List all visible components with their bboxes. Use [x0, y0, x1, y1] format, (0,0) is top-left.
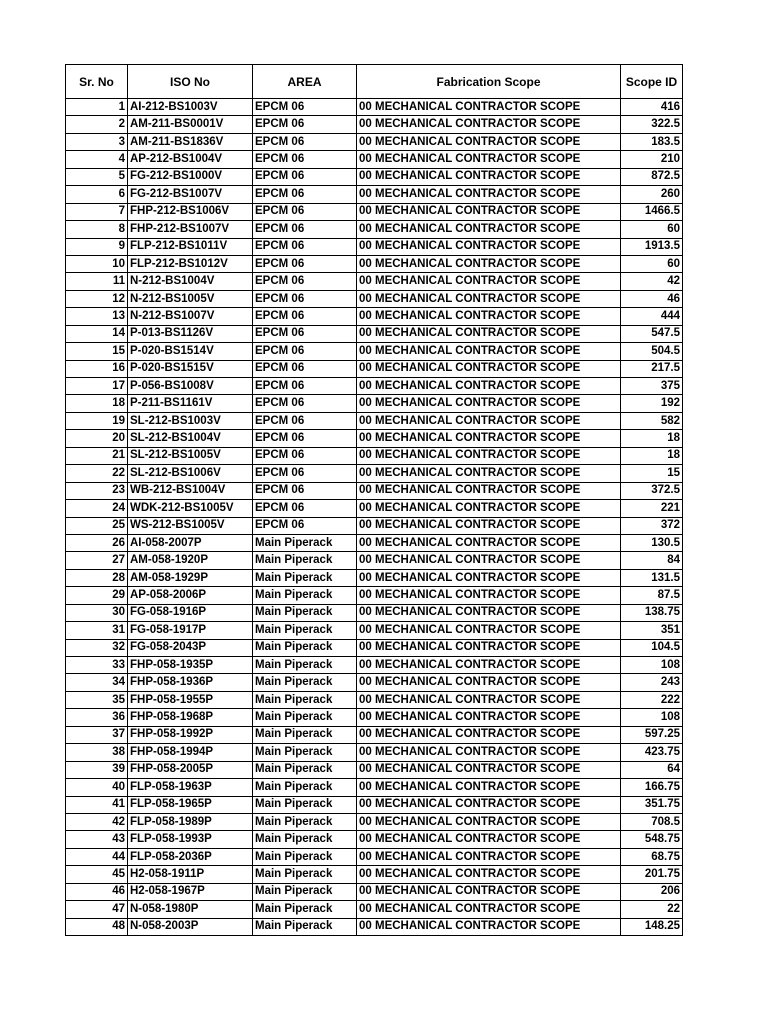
cell-sr-no: 24: [66, 500, 128, 517]
cell-sr-no: 47: [66, 901, 128, 918]
fabrication-scope-table: [65, 64, 683, 936]
cell-scope-id: 322.5: [621, 116, 683, 133]
table-row: [66, 918, 683, 935]
cell-area: Main Piperack: [253, 622, 357, 639]
cell-sr-no: 31: [66, 622, 128, 639]
cell-sr-no: 48: [66, 918, 128, 935]
cell-scope-id: 548.75: [621, 831, 683, 848]
cell-area: EPCM 06: [253, 238, 357, 255]
cell-area: Main Piperack: [253, 569, 357, 586]
cell-sr-no: 15: [66, 343, 128, 360]
cell-fabrication-scope: 00 MECHANICAL CONTRACTOR SCOPE: [357, 726, 621, 743]
cell-fabrication-scope: 00 MECHANICAL CONTRACTOR SCOPE: [357, 622, 621, 639]
cell-iso-no: FHP-058-1968P: [128, 709, 253, 726]
cell-sr-no: 22: [66, 465, 128, 482]
table-row: [66, 412, 683, 429]
cell-scope-id: 1466.5: [621, 203, 683, 220]
cell-fabrication-scope: 00 MECHANICAL CONTRACTOR SCOPE: [357, 395, 621, 412]
cell-fabrication-scope: 00 MECHANICAL CONTRACTOR SCOPE: [357, 133, 621, 150]
cell-sr-no: 30: [66, 604, 128, 621]
cell-scope-id: 192: [621, 395, 683, 412]
cell-area: Main Piperack: [253, 674, 357, 691]
cell-fabrication-scope: 00 MECHANICAL CONTRACTOR SCOPE: [357, 848, 621, 865]
cell-area: EPCM 06: [253, 203, 357, 220]
table-row: [66, 779, 683, 796]
cell-iso-no: N-058-1980P: [128, 901, 253, 918]
cell-iso-no: AM-211-BS0001V: [128, 116, 253, 133]
cell-fabrication-scope: 00 MECHANICAL CONTRACTOR SCOPE: [357, 99, 621, 116]
cell-iso-no: FG-212-BS1007V: [128, 186, 253, 203]
cell-scope-id: 351.75: [621, 796, 683, 813]
cell-iso-no: AI-058-2007P: [128, 534, 253, 551]
cell-fabrication-scope: 00 MECHANICAL CONTRACTOR SCOPE: [357, 186, 621, 203]
table-row: [66, 883, 683, 900]
cell-sr-no: 16: [66, 360, 128, 377]
cell-fabrication-scope: 00 MECHANICAL CONTRACTOR SCOPE: [357, 500, 621, 517]
cell-sr-no: 33: [66, 657, 128, 674]
cell-sr-no: 43: [66, 831, 128, 848]
cell-iso-no: AP-212-BS1004V: [128, 151, 253, 168]
cell-iso-no: P-056-BS1008V: [128, 378, 253, 395]
cell-area: Main Piperack: [253, 657, 357, 674]
cell-scope-id: 18: [621, 430, 683, 447]
header-row: [66, 65, 683, 99]
cell-scope-id: 166.75: [621, 779, 683, 796]
cell-scope-id: 60: [621, 221, 683, 238]
cell-scope-id: 68.75: [621, 848, 683, 865]
cell-scope-id: 22: [621, 901, 683, 918]
cell-area: Main Piperack: [253, 866, 357, 883]
cell-area: Main Piperack: [253, 831, 357, 848]
cell-fabrication-scope: 00 MECHANICAL CONTRACTOR SCOPE: [357, 587, 621, 604]
cell-area: EPCM 06: [253, 360, 357, 377]
cell-iso-no: N-212-BS1004V: [128, 273, 253, 290]
cell-area: Main Piperack: [253, 744, 357, 761]
cell-iso-no: FHP-058-1955P: [128, 691, 253, 708]
cell-iso-no: N-058-2003P: [128, 918, 253, 935]
cell-fabrication-scope: 00 MECHANICAL CONTRACTOR SCOPE: [357, 569, 621, 586]
cell-scope-id: 243: [621, 674, 683, 691]
table-row: [66, 691, 683, 708]
cell-area: EPCM 06: [253, 447, 357, 464]
cell-fabrication-scope: 00 MECHANICAL CONTRACTOR SCOPE: [357, 639, 621, 656]
cell-iso-no: SL-212-BS1005V: [128, 447, 253, 464]
cell-iso-no: AM-058-1929P: [128, 569, 253, 586]
cell-sr-no: 29: [66, 587, 128, 604]
cell-sr-no: 1: [66, 99, 128, 116]
cell-iso-no: AI-212-BS1003V: [128, 99, 253, 116]
cell-fabrication-scope: 00 MECHANICAL CONTRACTOR SCOPE: [357, 883, 621, 900]
table-row: [66, 517, 683, 534]
cell-iso-no: AM-211-BS1836V: [128, 133, 253, 150]
cell-area: EPCM 06: [253, 395, 357, 412]
cell-fabrication-scope: 00 MECHANICAL CONTRACTOR SCOPE: [357, 552, 621, 569]
table-row: [66, 482, 683, 499]
cell-sr-no: 37: [66, 726, 128, 743]
cell-fabrication-scope: 00 MECHANICAL CONTRACTOR SCOPE: [357, 831, 621, 848]
table-row: [66, 761, 683, 778]
cell-iso-no: FG-058-1917P: [128, 622, 253, 639]
cell-scope-id: 183.5: [621, 133, 683, 150]
cell-sr-no: 39: [66, 761, 128, 778]
cell-iso-no: FHP-058-1994P: [128, 744, 253, 761]
cell-area: Main Piperack: [253, 813, 357, 830]
cell-iso-no: P-211-BS1161V: [128, 395, 253, 412]
cell-iso-no: WDK-212-BS1005V: [128, 500, 253, 517]
cell-area: EPCM 06: [253, 255, 357, 272]
cell-area: Main Piperack: [253, 604, 357, 621]
cell-scope-id: 104.5: [621, 639, 683, 656]
cell-scope-id: 131.5: [621, 569, 683, 586]
cell-sr-no: 32: [66, 639, 128, 656]
table-row: [66, 203, 683, 220]
table-row: [66, 831, 683, 848]
cell-scope-id: 87.5: [621, 587, 683, 604]
table-row: [66, 465, 683, 482]
table-row: [66, 866, 683, 883]
table-row: [66, 709, 683, 726]
cell-area: Main Piperack: [253, 709, 357, 726]
cell-iso-no: FLP-212-BS1012V: [128, 255, 253, 272]
table-row: [66, 186, 683, 203]
cell-area: EPCM 06: [253, 378, 357, 395]
cell-iso-no: P-020-BS1514V: [128, 343, 253, 360]
cell-fabrication-scope: 00 MECHANICAL CONTRACTOR SCOPE: [357, 255, 621, 272]
cell-sr-no: 23: [66, 482, 128, 499]
cell-area: EPCM 06: [253, 99, 357, 116]
table-row: [66, 604, 683, 621]
cell-sr-no: 26: [66, 534, 128, 551]
cell-iso-no: FHP-058-1936P: [128, 674, 253, 691]
table-row: [66, 378, 683, 395]
table-row: [66, 848, 683, 865]
cell-area: Main Piperack: [253, 779, 357, 796]
cell-fabrication-scope: 00 MECHANICAL CONTRACTOR SCOPE: [357, 116, 621, 133]
cell-sr-no: 10: [66, 255, 128, 272]
cell-area: EPCM 06: [253, 168, 357, 185]
cell-iso-no: P-020-BS1515V: [128, 360, 253, 377]
cell-area: Main Piperack: [253, 918, 357, 935]
cell-scope-id: 423.75: [621, 744, 683, 761]
table-row: [66, 430, 683, 447]
cell-fabrication-scope: 00 MECHANICAL CONTRACTOR SCOPE: [357, 813, 621, 830]
cell-scope-id: 260: [621, 186, 683, 203]
cell-fabrication-scope: 00 MECHANICAL CONTRACTOR SCOPE: [357, 901, 621, 918]
cell-area: EPCM 06: [253, 116, 357, 133]
cell-sr-no: 38: [66, 744, 128, 761]
cell-area: EPCM 06: [253, 517, 357, 534]
cell-scope-id: 547.5: [621, 325, 683, 342]
cell-sr-no: 42: [66, 813, 128, 830]
table-row: [66, 657, 683, 674]
cell-fabrication-scope: 00 MECHANICAL CONTRACTOR SCOPE: [357, 604, 621, 621]
table-row: [66, 151, 683, 168]
cell-area: EPCM 06: [253, 412, 357, 429]
cell-sr-no: 19: [66, 412, 128, 429]
table-row: [66, 796, 683, 813]
cell-scope-id: 138.75: [621, 604, 683, 621]
cell-sr-no: 18: [66, 395, 128, 412]
cell-fabrication-scope: 00 MECHANICAL CONTRACTOR SCOPE: [357, 308, 621, 325]
table-row: [66, 813, 683, 830]
cell-sr-no: 12: [66, 290, 128, 307]
table-row: [66, 744, 683, 761]
cell-area: EPCM 06: [253, 308, 357, 325]
cell-sr-no: 21: [66, 447, 128, 464]
cell-scope-id: 148.25: [621, 918, 683, 935]
table-row: [66, 534, 683, 551]
cell-iso-no: FLP-058-1963P: [128, 779, 253, 796]
cell-scope-id: 222: [621, 691, 683, 708]
cell-fabrication-scope: 00 MECHANICAL CONTRACTOR SCOPE: [357, 447, 621, 464]
cell-scope-id: 872.5: [621, 168, 683, 185]
cell-sr-no: 44: [66, 848, 128, 865]
cell-fabrication-scope: 00 MECHANICAL CONTRACTOR SCOPE: [357, 151, 621, 168]
table-row: [66, 238, 683, 255]
cell-sr-no: 8: [66, 221, 128, 238]
cell-scope-id: 416: [621, 99, 683, 116]
header-area: AREA: [253, 65, 357, 99]
cell-scope-id: 108: [621, 657, 683, 674]
table-row: [66, 116, 683, 133]
cell-scope-id: 206: [621, 883, 683, 900]
cell-scope-id: 372: [621, 517, 683, 534]
cell-area: EPCM 06: [253, 500, 357, 517]
cell-scope-id: 504.5: [621, 343, 683, 360]
cell-fabrication-scope: 00 MECHANICAL CONTRACTOR SCOPE: [357, 378, 621, 395]
cell-sr-no: 28: [66, 569, 128, 586]
cell-area: Main Piperack: [253, 883, 357, 900]
cell-fabrication-scope: 00 MECHANICAL CONTRACTOR SCOPE: [357, 238, 621, 255]
cell-scope-id: 210: [621, 151, 683, 168]
cell-area: Main Piperack: [253, 726, 357, 743]
cell-area: EPCM 06: [253, 290, 357, 307]
cell-area: Main Piperack: [253, 848, 357, 865]
cell-fabrication-scope: 00 MECHANICAL CONTRACTOR SCOPE: [357, 465, 621, 482]
cell-fabrication-scope: 00 MECHANICAL CONTRACTOR SCOPE: [357, 168, 621, 185]
cell-scope-id: 42: [621, 273, 683, 290]
cell-scope-id: 375: [621, 378, 683, 395]
cell-fabrication-scope: 00 MECHANICAL CONTRACTOR SCOPE: [357, 674, 621, 691]
cell-sr-no: 34: [66, 674, 128, 691]
cell-area: EPCM 06: [253, 465, 357, 482]
cell-sr-no: 13: [66, 308, 128, 325]
cell-sr-no: 46: [66, 883, 128, 900]
cell-iso-no: N-212-BS1005V: [128, 290, 253, 307]
cell-sr-no: 45: [66, 866, 128, 883]
cell-iso-no: WB-212-BS1004V: [128, 482, 253, 499]
cell-area: EPCM 06: [253, 430, 357, 447]
cell-scope-id: 597.25: [621, 726, 683, 743]
cell-iso-no: FG-058-2043P: [128, 639, 253, 656]
cell-area: EPCM 06: [253, 221, 357, 238]
cell-iso-no: SL-212-BS1003V: [128, 412, 253, 429]
table-row: [66, 133, 683, 150]
cell-iso-no: FHP-058-1992P: [128, 726, 253, 743]
table-row: [66, 726, 683, 743]
cell-fabrication-scope: 00 MECHANICAL CONTRACTOR SCOPE: [357, 657, 621, 674]
table-row: [66, 308, 683, 325]
cell-fabrication-scope: 00 MECHANICAL CONTRACTOR SCOPE: [357, 761, 621, 778]
cell-scope-id: 84: [621, 552, 683, 569]
table-row: [66, 587, 683, 604]
table-row: [66, 221, 683, 238]
cell-scope-id: 18: [621, 447, 683, 464]
cell-iso-no: SL-212-BS1006V: [128, 465, 253, 482]
cell-area: EPCM 06: [253, 482, 357, 499]
cell-iso-no: FLP-058-1965P: [128, 796, 253, 813]
cell-sr-no: 17: [66, 378, 128, 395]
table-row: [66, 447, 683, 464]
table-body: [66, 99, 683, 936]
cell-iso-no: FG-212-BS1000V: [128, 168, 253, 185]
cell-area: EPCM 06: [253, 186, 357, 203]
cell-fabrication-scope: 00 MECHANICAL CONTRACTOR SCOPE: [357, 796, 621, 813]
cell-fabrication-scope: 00 MECHANICAL CONTRACTOR SCOPE: [357, 360, 621, 377]
cell-area: EPCM 06: [253, 273, 357, 290]
cell-fabrication-scope: 00 MECHANICAL CONTRACTOR SCOPE: [357, 221, 621, 238]
cell-fabrication-scope: 00 MECHANICAL CONTRACTOR SCOPE: [357, 709, 621, 726]
cell-fabrication-scope: 00 MECHANICAL CONTRACTOR SCOPE: [357, 918, 621, 935]
cell-iso-no: H2-058-1911P: [128, 866, 253, 883]
cell-scope-id: 1913.5: [621, 238, 683, 255]
cell-sr-no: 7: [66, 203, 128, 220]
cell-iso-no: H2-058-1967P: [128, 883, 253, 900]
cell-fabrication-scope: 00 MECHANICAL CONTRACTOR SCOPE: [357, 744, 621, 761]
cell-sr-no: 9: [66, 238, 128, 255]
cell-scope-id: 351: [621, 622, 683, 639]
cell-sr-no: 40: [66, 779, 128, 796]
cell-sr-no: 4: [66, 151, 128, 168]
cell-iso-no: FG-058-1916P: [128, 604, 253, 621]
cell-iso-no: AM-058-1920P: [128, 552, 253, 569]
cell-iso-no: N-212-BS1007V: [128, 308, 253, 325]
cell-iso-no: FLP-058-1993P: [128, 831, 253, 848]
table-row: [66, 325, 683, 342]
cell-sr-no: 5: [66, 168, 128, 185]
cell-area: EPCM 06: [253, 325, 357, 342]
cell-scope-id: 582: [621, 412, 683, 429]
cell-sr-no: 36: [66, 709, 128, 726]
cell-sr-no: 14: [66, 325, 128, 342]
header-fabrication-scope: Fabrication Scope: [357, 65, 621, 99]
cell-fabrication-scope: 00 MECHANICAL CONTRACTOR SCOPE: [357, 779, 621, 796]
cell-scope-id: 108: [621, 709, 683, 726]
cell-scope-id: 64: [621, 761, 683, 778]
table-row: [66, 395, 683, 412]
cell-scope-id: 372.5: [621, 482, 683, 499]
cell-fabrication-scope: 00 MECHANICAL CONTRACTOR SCOPE: [357, 343, 621, 360]
cell-sr-no: 3: [66, 133, 128, 150]
table-row: [66, 552, 683, 569]
cell-sr-no: 25: [66, 517, 128, 534]
cell-scope-id: 708.5: [621, 813, 683, 830]
cell-iso-no: P-013-BS1126V: [128, 325, 253, 342]
cell-fabrication-scope: 00 MECHANICAL CONTRACTOR SCOPE: [357, 290, 621, 307]
cell-area: Main Piperack: [253, 691, 357, 708]
cell-fabrication-scope: 00 MECHANICAL CONTRACTOR SCOPE: [357, 325, 621, 342]
cell-sr-no: 41: [66, 796, 128, 813]
cell-iso-no: WS-212-BS1005V: [128, 517, 253, 534]
cell-area: Main Piperack: [253, 534, 357, 551]
cell-scope-id: 60: [621, 255, 683, 272]
header-sr-no: Sr. No: [66, 65, 128, 99]
header-scope-id: Scope ID: [621, 65, 683, 99]
cell-scope-id: 221: [621, 500, 683, 517]
table-row: [66, 500, 683, 517]
cell-area: EPCM 06: [253, 343, 357, 360]
cell-sr-no: 20: [66, 430, 128, 447]
cell-scope-id: 15: [621, 465, 683, 482]
table-row: [66, 343, 683, 360]
cell-area: Main Piperack: [253, 552, 357, 569]
cell-area: Main Piperack: [253, 587, 357, 604]
cell-area: Main Piperack: [253, 901, 357, 918]
cell-area: Main Piperack: [253, 796, 357, 813]
table-row: [66, 569, 683, 586]
table-row: [66, 290, 683, 307]
cell-area: EPCM 06: [253, 151, 357, 168]
cell-area: Main Piperack: [253, 639, 357, 656]
cell-fabrication-scope: 00 MECHANICAL CONTRACTOR SCOPE: [357, 482, 621, 499]
cell-scope-id: 201.75: [621, 866, 683, 883]
cell-fabrication-scope: 00 MECHANICAL CONTRACTOR SCOPE: [357, 517, 621, 534]
cell-iso-no: FLP-058-2036P: [128, 848, 253, 865]
cell-fabrication-scope: 00 MECHANICAL CONTRACTOR SCOPE: [357, 534, 621, 551]
cell-fabrication-scope: 00 MECHANICAL CONTRACTOR SCOPE: [357, 273, 621, 290]
cell-area: Main Piperack: [253, 761, 357, 778]
table-row: [66, 168, 683, 185]
cell-sr-no: 2: [66, 116, 128, 133]
table-row: [66, 273, 683, 290]
cell-fabrication-scope: 00 MECHANICAL CONTRACTOR SCOPE: [357, 203, 621, 220]
cell-iso-no: FHP-212-BS1006V: [128, 203, 253, 220]
cell-fabrication-scope: 00 MECHANICAL CONTRACTOR SCOPE: [357, 412, 621, 429]
cell-sr-no: 6: [66, 186, 128, 203]
table-row: [66, 674, 683, 691]
table-row: [66, 255, 683, 272]
cell-scope-id: 444: [621, 308, 683, 325]
cell-fabrication-scope: 00 MECHANICAL CONTRACTOR SCOPE: [357, 430, 621, 447]
cell-scope-id: 46: [621, 290, 683, 307]
cell-iso-no: SL-212-BS1004V: [128, 430, 253, 447]
cell-sr-no: 27: [66, 552, 128, 569]
table-row: [66, 99, 683, 116]
cell-iso-no: FLP-058-1989P: [128, 813, 253, 830]
table-row: [66, 360, 683, 377]
cell-iso-no: FLP-212-BS1011V: [128, 238, 253, 255]
cell-fabrication-scope: 00 MECHANICAL CONTRACTOR SCOPE: [357, 691, 621, 708]
cell-scope-id: 130.5: [621, 534, 683, 551]
cell-iso-no: AP-058-2006P: [128, 587, 253, 604]
cell-scope-id: 217.5: [621, 360, 683, 377]
cell-fabrication-scope: 00 MECHANICAL CONTRACTOR SCOPE: [357, 866, 621, 883]
cell-iso-no: FHP-058-2005P: [128, 761, 253, 778]
header-iso-no: ISO No: [128, 65, 253, 99]
table-row: [66, 639, 683, 656]
cell-sr-no: 11: [66, 273, 128, 290]
cell-iso-no: FHP-212-BS1007V: [128, 221, 253, 238]
cell-iso-no: FHP-058-1935P: [128, 657, 253, 674]
table-row: [66, 622, 683, 639]
table-row: [66, 901, 683, 918]
cell-sr-no: 35: [66, 691, 128, 708]
cell-area: EPCM 06: [253, 133, 357, 150]
